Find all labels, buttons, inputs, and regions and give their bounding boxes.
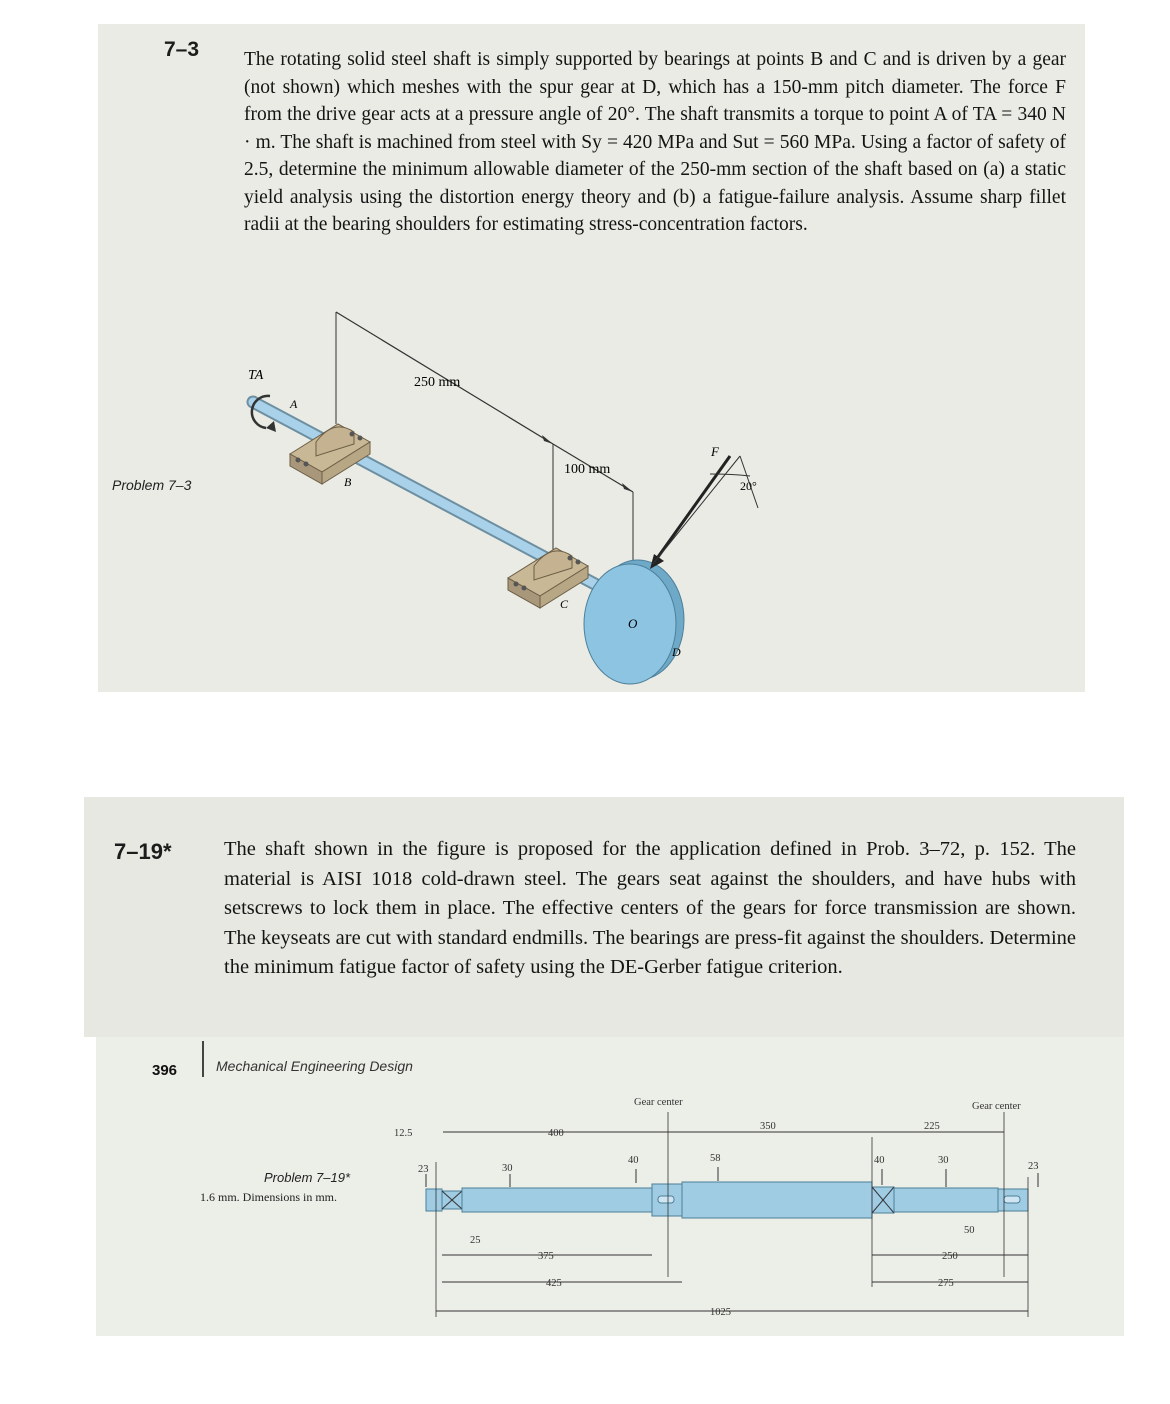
vertical-reference-line bbox=[653, 456, 740, 564]
force-label: F bbox=[711, 444, 719, 459]
dim-25: 25 bbox=[470, 1235, 481, 1246]
problem-7-3-number: 7–3 bbox=[164, 38, 200, 61]
dim-arrow-100 bbox=[622, 483, 633, 492]
dim-1025: 1025 bbox=[710, 1307, 731, 1318]
shaft-main-left bbox=[462, 1188, 652, 1212]
problem-7-3-figure bbox=[98, 24, 1085, 692]
dim-350: 350 bbox=[760, 1121, 776, 1132]
diam-23-right: 23 bbox=[1028, 1161, 1039, 1172]
dim-250-label: 250 mm bbox=[414, 375, 461, 390]
shaft-main-right bbox=[894, 1188, 998, 1212]
dim-225: 225 bbox=[924, 1121, 940, 1132]
dim-50: 50 bbox=[964, 1225, 975, 1236]
page-number: 396 bbox=[152, 1062, 178, 1079]
dim-375: 375 bbox=[538, 1251, 554, 1262]
figure-note: 1.6 mm. Dimensions in mm. bbox=[200, 1190, 338, 1204]
keyseat-left bbox=[658, 1196, 674, 1203]
problem-7-3-panel bbox=[98, 24, 1085, 692]
point-d-label: D bbox=[672, 645, 681, 659]
point-a-label: A bbox=[290, 397, 298, 411]
point-c-label: C bbox=[560, 597, 569, 611]
dim-12-5: 12.5 bbox=[394, 1128, 413, 1139]
problem-7-19-figure-label: Problem 7–19* bbox=[264, 1170, 350, 1185]
keyseat-right bbox=[1004, 1196, 1020, 1203]
problem-7-19-figure-panel bbox=[96, 1037, 1124, 1336]
torque-arrowhead-icon bbox=[266, 421, 276, 432]
point-b-label: B bbox=[344, 475, 352, 489]
torque-label: TA bbox=[248, 368, 264, 383]
dim-425: 425 bbox=[546, 1278, 562, 1289]
diam-40-right: 40 bbox=[874, 1155, 885, 1166]
shaft-drawing bbox=[96, 1037, 1124, 1336]
problem-7-19-number: 7–19* bbox=[114, 839, 172, 864]
dim-100-label: 100 mm bbox=[564, 462, 611, 477]
diam-58: 58 bbox=[710, 1153, 721, 1164]
force-f-arrow bbox=[653, 456, 730, 564]
shaft-step-left bbox=[426, 1189, 442, 1211]
point-o-label: O bbox=[628, 616, 638, 631]
problem-7-3-figure-label: Problem 7–3 bbox=[112, 477, 192, 493]
angle-label: 20° bbox=[740, 479, 757, 493]
gear-center-left-label: Gear center bbox=[634, 1097, 683, 1108]
shaft-main-middle bbox=[682, 1182, 872, 1218]
bearing-c bbox=[508, 548, 588, 608]
problem-7-3-text: The rotating solid steel shaft is simply supported by bearings at points B and C and is driven by a gear (not shown) which meshes with the spur gear at D, which has a 150-mm pitch diameter. The force F from the drive gear acts at a pressure angle of 20°. The shaft transmits a torque to point A of TA = 340 N · m. The shaft is machined from steel with Sy = 420 MPa and Sut = 560 MPa. Using a factor of safety of 2.5, determine the minimum allowable diameter of the 250-mm section of the shaft based on (a) a static yield analysis using the distortion energy theory and (b) a fatigue-failure analysis. Assume sharp fillet radii at the bearing shoulders for estimating stress-concentration factors. bbox=[244, 49, 1066, 235]
book-title: Mechanical Engineering Design bbox=[216, 1058, 413, 1074]
dim-250: 250 bbox=[942, 1251, 958, 1262]
diam-30-left: 30 bbox=[502, 1163, 513, 1174]
diam-30-right: 30 bbox=[938, 1155, 949, 1166]
diam-23-left: 23 bbox=[418, 1164, 429, 1175]
dim-arrow-250 bbox=[542, 435, 553, 444]
diam-40-left: 40 bbox=[628, 1155, 639, 1166]
dim-400: 400 bbox=[548, 1128, 564, 1139]
dim-275: 275 bbox=[938, 1278, 954, 1289]
problem-7-19-text: The shaft shown in the figure is proposed for the application defined in Prob. 3–72, p. 152. The material is AISI 1018 cold-drawn steel. The gears seat against the shoulders, and have hubs with setscrews to lock them in place. The effective centers of the gears for force transmission are shown. The keyseats are cut with standard endmills. The bearings are press-fit against the shoulders. Determine the minimum fatigue factor of safety using the DE-Gerber fatigue criterion. bbox=[224, 838, 1076, 978]
gear-center-right-label: Gear center bbox=[972, 1101, 1021, 1112]
problem-7-19-panel bbox=[84, 797, 1124, 1037]
